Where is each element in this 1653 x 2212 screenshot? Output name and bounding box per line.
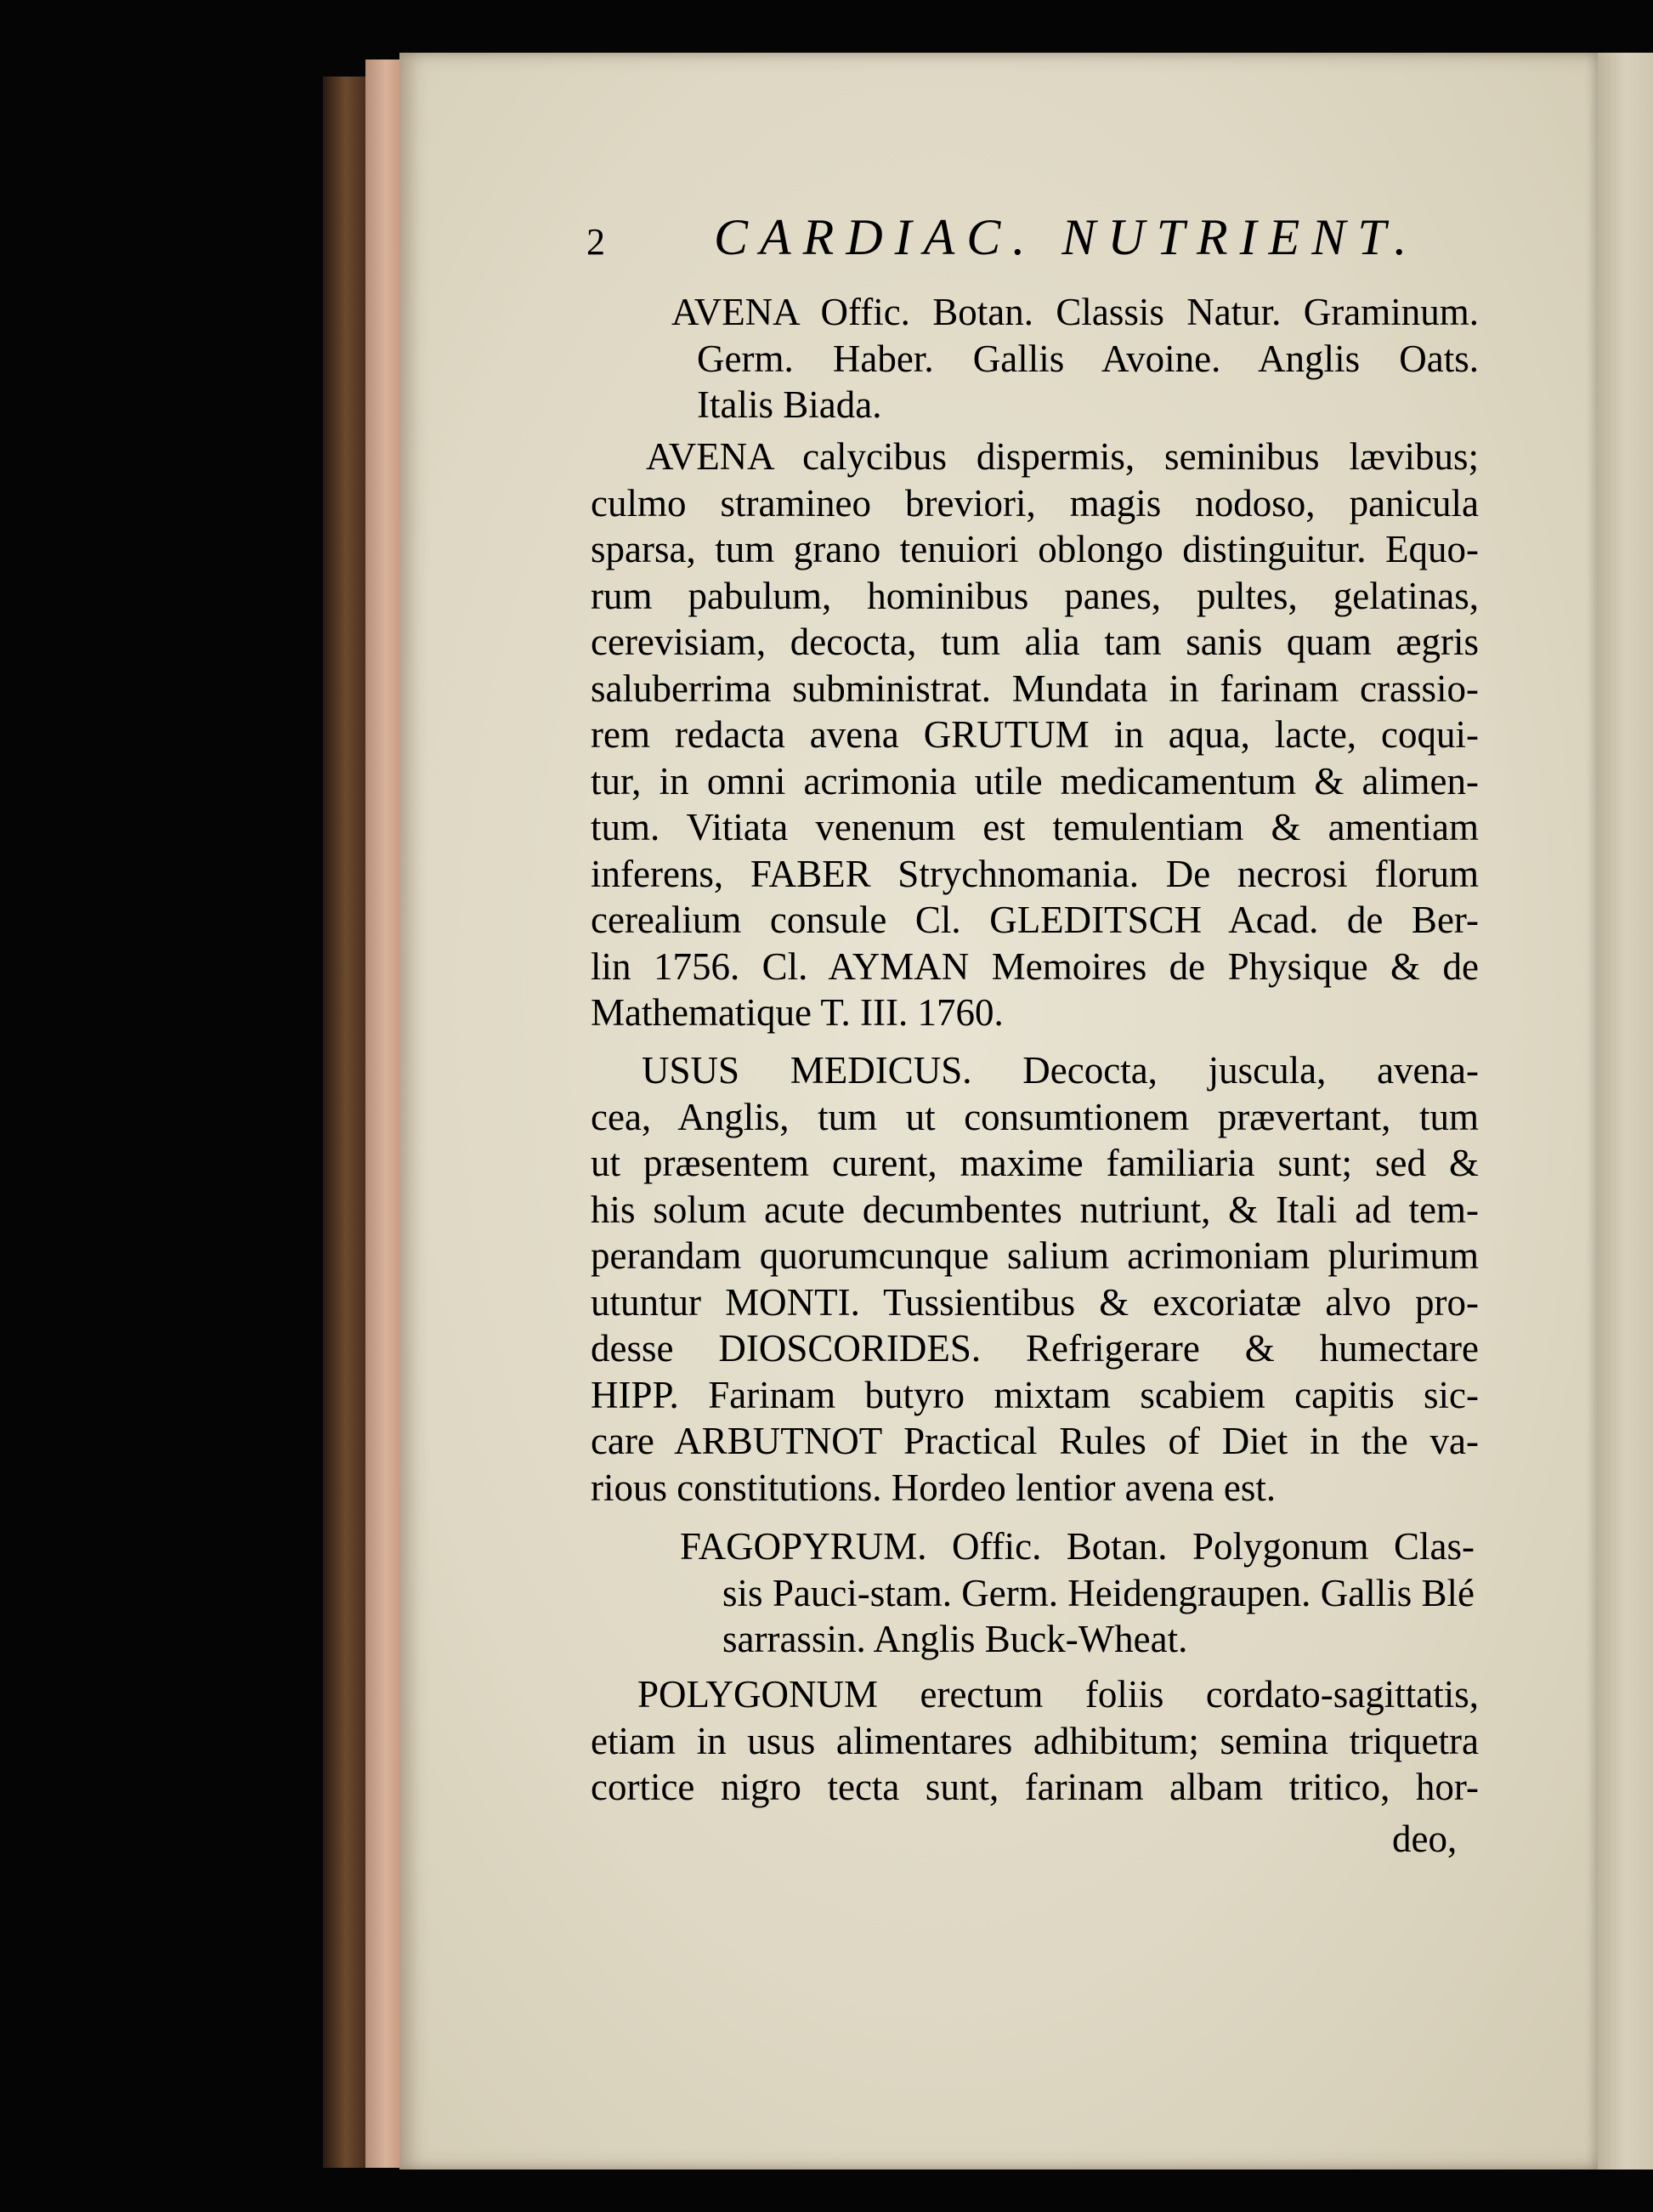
avena-body-line: Mathematique T. III. 1760. [591, 991, 1004, 1034]
usus-medicus-line: rious constitutions. Hordeo lentior avena est. [591, 1466, 1277, 1509]
fagopyrum-header-line: sis Pauci-stam. Germ. Heidengraupen. Gallis Blé [722, 1571, 1475, 1614]
usus-medicus-line: utuntur MONTI. Tussientibus & excoriatæ alvo pro- [591, 1280, 1479, 1324]
avena-body-line: tur, in omni acrimonia utile medicamentum & alimen- [591, 759, 1479, 803]
fagopyrum-body-line: etiam in usus alimentares adhibitum; semina triquetra [591, 1719, 1479, 1762]
avena-header-line: AVENA Offic. Botan. Classis Natur. Graminum. [671, 291, 1479, 333]
usus-medicus-line: perandam quorumcunque salium acrimoniam plurimum [591, 1234, 1479, 1277]
avena-body-line: tum. Vitiata venenum est temulentiam & amentiam [591, 806, 1479, 848]
avena-body-line: cerealium consule Cl. GLEDITSCH Acad. de Ber- [591, 899, 1479, 941]
usus-medicus-paragraph [591, 1047, 1479, 1511]
facing-page-edge [1598, 53, 1653, 2169]
usus-medicus-line: his solum acute decumbentes nutriunt, & Itali ad tem- [591, 1188, 1479, 1231]
avena-body-paragraph [591, 434, 1479, 1036]
page-number: 2 [586, 221, 605, 263]
avena-body-line: AVENA calycibus dispermis, seminibus lævibus; [646, 435, 1479, 478]
usus-medicus-line: HIPP. Farinam butyro mixtam scabiem capitis sic- [591, 1373, 1479, 1416]
fagopyrum-body-line: POLYGONUM erectum foliis cordato-sagittatis, [637, 1673, 1479, 1716]
usus-medicus-line: ut præsentem curent, maxime familiaria sunt; sed & [591, 1142, 1479, 1184]
avena-body-line: saluberrima subministrat. Mundata in farinam crassio- [591, 666, 1479, 710]
avena-header-line: Germ. Haber. Gallis Avoine. Anglis Oats. [697, 337, 1479, 380]
fagopyrum-header-line: sarrassin. Anglis Buck-Wheat. [722, 1618, 1188, 1660]
fagopyrum-header-paragraph [680, 1523, 1475, 1663]
running-head [586, 208, 1436, 268]
avena-body-line: rum pabulum, hominibus panes, pultes, gelatinas, [591, 574, 1479, 617]
avena-body-line: rem redacta avena GRUTUM in aqua, lacte, coqui- [591, 713, 1479, 756]
avena-header-line: Italis Biada. [697, 383, 882, 426]
avena-header-paragraph [671, 289, 1479, 428]
avena-body-line: inferens, FABER Strychnomania. De necrosi florum [591, 852, 1479, 895]
usus-medicus-line: cea, Anglis, tum ut consumtionem prævertant, tum [591, 1095, 1479, 1138]
fagopyrum-body-paragraph [591, 1671, 1479, 1811]
fagopyrum-body-line: cortice nigro tecta sunt, farinam albam tritico, hor- [591, 1766, 1479, 1808]
catchword: deo, [1392, 1818, 1458, 1860]
avena-body-line: culmo stramineo breviori, magis nodoso, panicula [591, 481, 1479, 525]
avena-body-line: lin 1756. Cl. AYMAN Memoires de Physique & de [591, 944, 1479, 988]
avena-body-line: sparsa, tum grano tenuiori oblongo distinguitur. Equo- [591, 528, 1479, 570]
usus-medicus-line: care ARBUTNOT Practical Rules of Diet in the va- [591, 1420, 1479, 1462]
usus-medicus-line: desse DIOSCORIDES. Refrigerare & humectare [591, 1327, 1479, 1370]
running-title: CARDIAC. NUTRIENT. [714, 209, 1419, 265]
usus-medicus-line: USUS MEDICUS. Decocta, juscula, avena- [642, 1049, 1479, 1092]
avena-body-line: cerevisiam, decocta, tum alia tam sanis quam ægris [591, 621, 1479, 663]
fagopyrum-header-line: FAGOPYRUM. Offic. Botan. Polygonum Clas- [680, 1525, 1475, 1568]
